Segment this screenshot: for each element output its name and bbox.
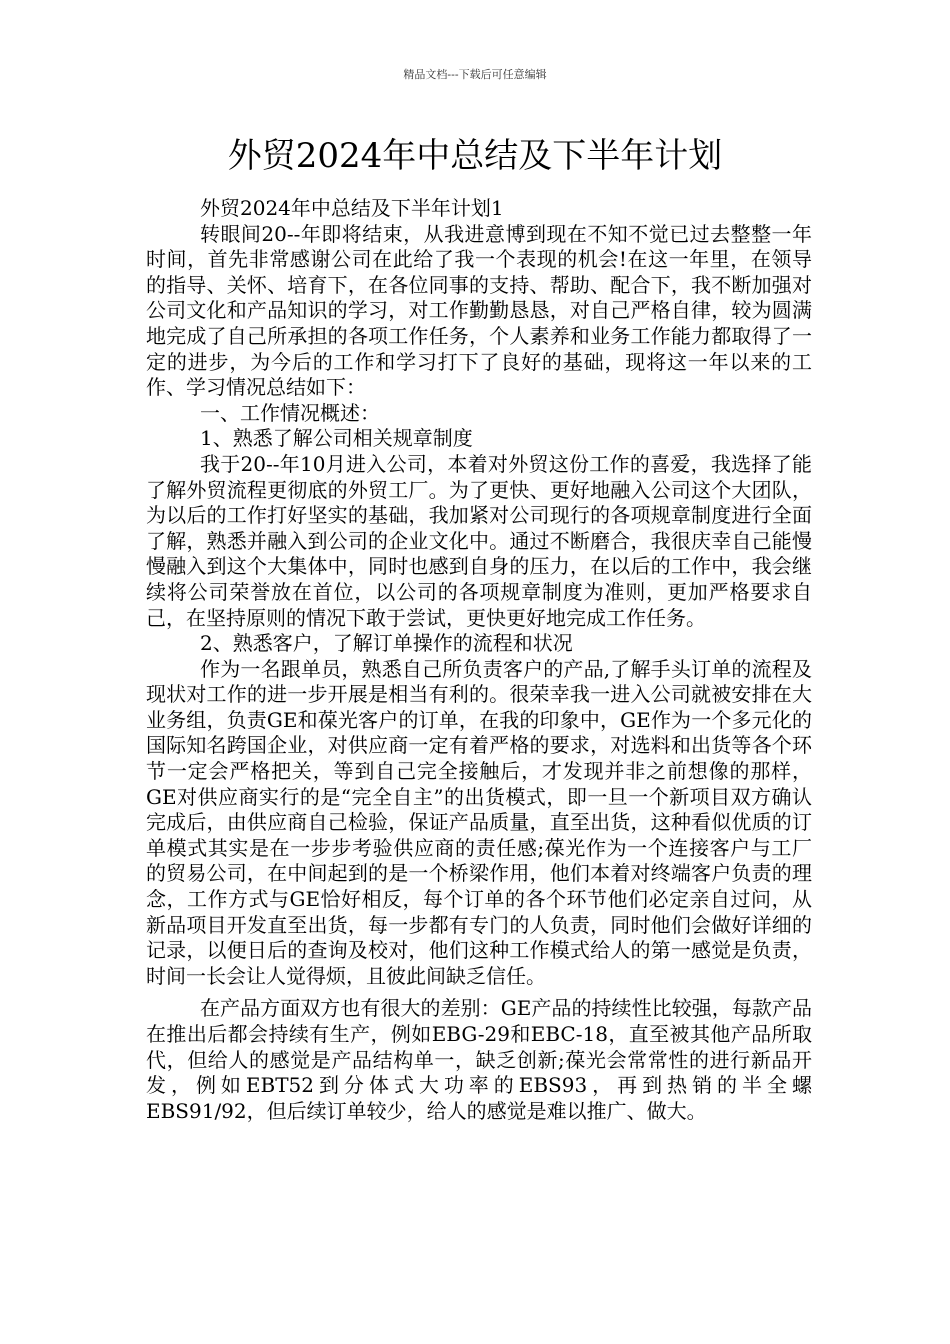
section-heading: 1、熟悉了解公司相关规章制度 (200, 426, 473, 451)
paragraph: 转眼间20--年即将结束，从我进意博到现在不知不觉已过去整整一年时间，首先非常感谢公司在此给了我一个表现的机会!在这一年里，在领导的指导、关怀、培育下，在各位同事的支持、帮助、配合下，我不断加强对公司文化和产品知识的学习，对工作勤勤恳恳，对自己严格自律，较为圆满地完成了自己所承担的各项工作任务，个人素养和业务工作能力都取得了一定的进步，为今后的工作和学习打下了良好的基础，现将这一年以来的工作、学习情况总结如下： (146, 221, 812, 400)
section-heading: 外贸2024年中总结及下半年计划1 (200, 196, 504, 220)
document-body (146, 196, 812, 1124)
section-heading: 2、熟悉客户，了解订单操作的流程和状况 (200, 631, 573, 656)
header-note: 精品文档---下载后可任意编辑 (403, 68, 547, 81)
paragraph: 我于20--年10月进入公司，本着对外贸这份工作的喜爱，我选择了能了解外贸流程更彻底的外贸工厂。为了更快、更好地融入公司这个大团队，为以后的工作打好坚实的基础，我加紧对公司现行的各项规章制度进行全面了解，熟悉并融入到公司的企业文化中。通过不断磨合，我很庆幸自己能慢慢融入到这个大集体中，同时也感到自身的压力，在以后的工作中，我会继续将公司荣誉放在首位，以公司的各项规章制度为准则，更加严格要求自己，在坚持原则的情况下敢于尝试，更快更好地完成工作任务。 (146, 451, 812, 630)
section-heading: 一、工作情况概述： (200, 400, 380, 425)
paragraph: 在产品方面双方也有很大的差别：GE产品的持续性比较强，每款产品在推出后都会持续有生产，例如EBG-29和EBC-18，直至被其他产品所取代，但给人的感觉是产品结构单一，缺乏创新;葆光会常常性的进行新品开发，例如EBT52到分体式大功率的EBS93，再到热销的半全螺EBS91/92，但后续订单较少，给人的感觉是难以推广、做大。 (146, 996, 812, 1123)
document-title: 外贸2024年中总结及下半年计划 (227, 136, 723, 176)
paragraph: 作为一名跟单员，熟悉自己所负责客户的产品,了解手头订单的流程及现状对工作的进一步开展是相当有利的。很荣幸我一进入公司就被安排在大业务组，负责GE和葆光客户的订单，在我的印象中，GE作为一个多元化的国际知名跨国企业，对供应商一定有着严格的要求，对选料和出货等各个环节一定会严格把关，等到自己完全接触后，才发现并非之前想像的那样，GE对供应商实行的是“完全自主”的出货模式，即一旦一个新项目双方确认完成后，由供应商自己检验，保证产品质量，直至出货，这种看似优质的订单模式其实是在一步步考验供应商的责任感;葆光作为一个连接客户与工厂的贸易公司，在中间起到的是一个桥梁作用，他们本着对终端客户负责的理念，工作方式与GE恰好相反，每个订单的各个环节他们必定亲自过问，从新品项目开发直至出货，每一步都有专门的人负责，同时他们会做好详细的记录，以便日后的查询及校对，他们这种工作模式给人的第一感觉是负责，时间一长会让人觉得烦，且彼此间缺乏信任。 (146, 656, 812, 988)
